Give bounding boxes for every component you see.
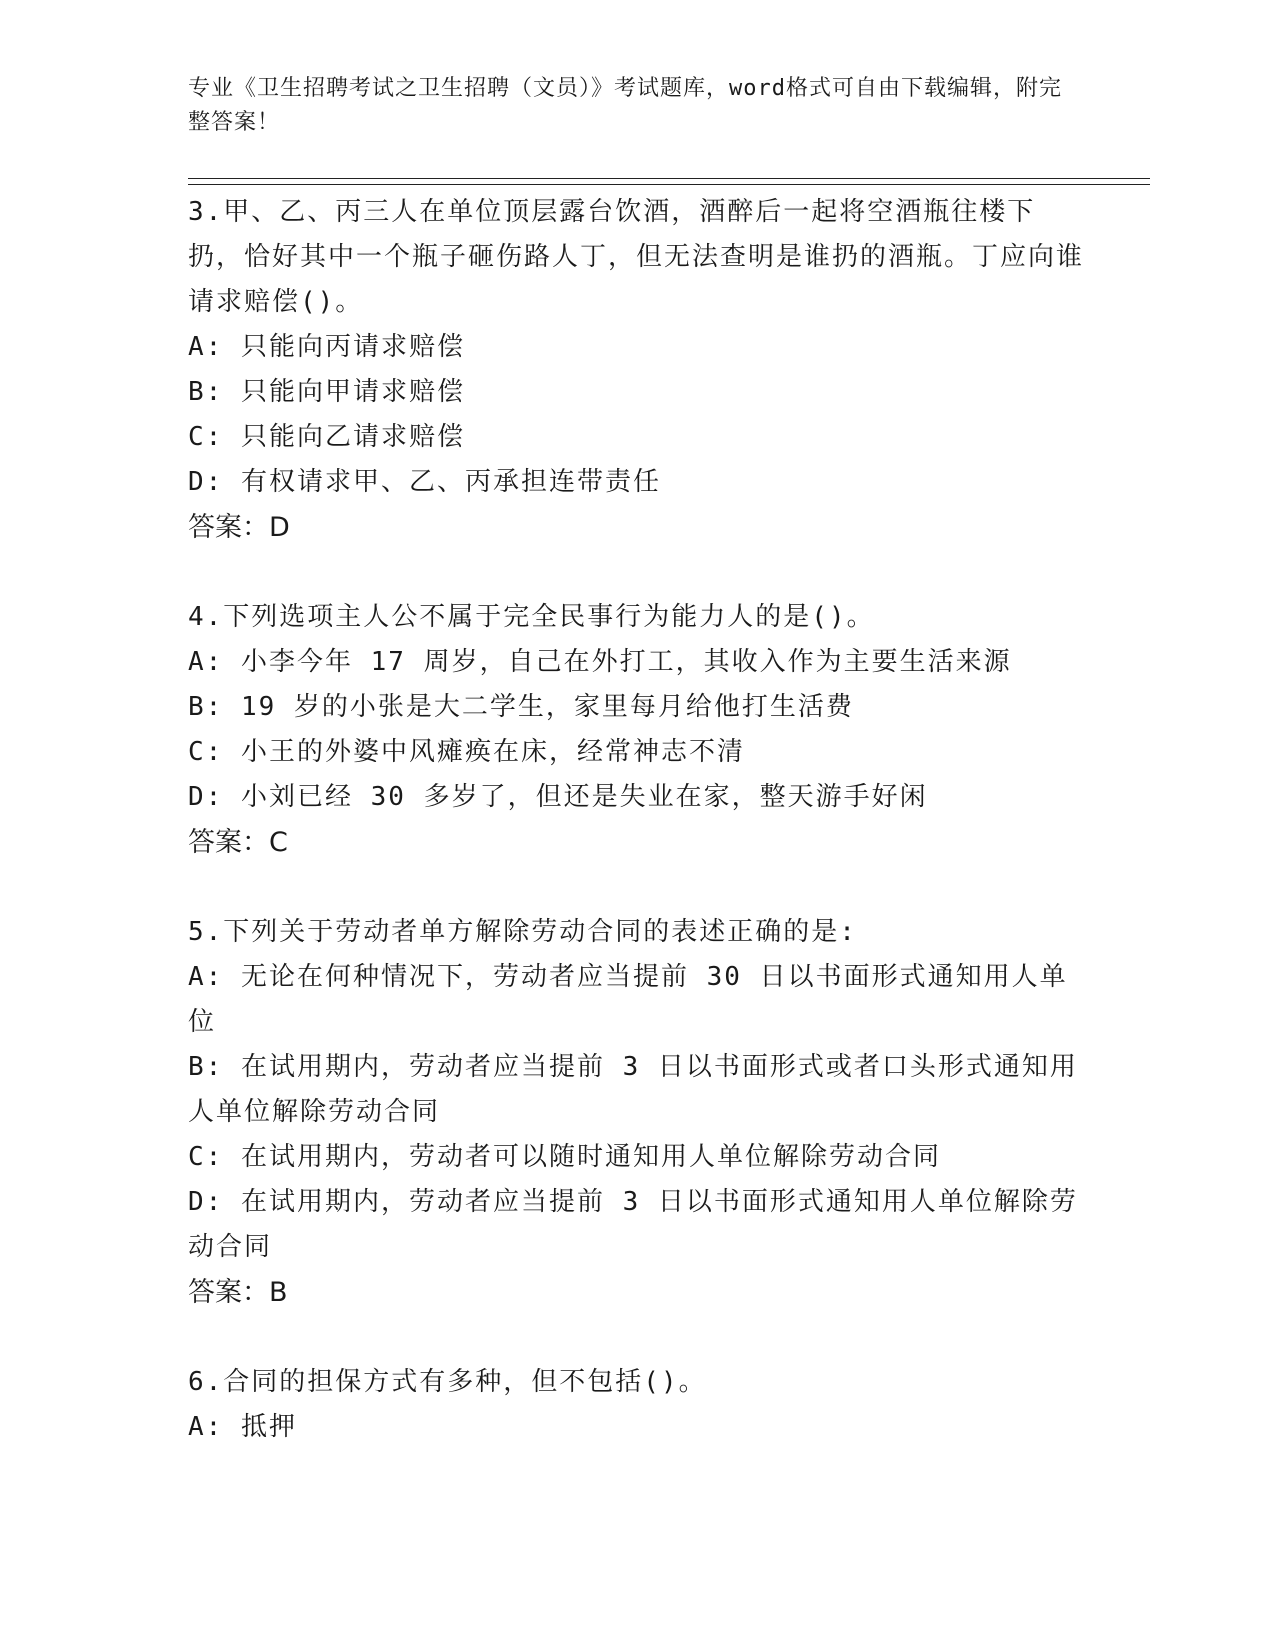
question-3 xyxy=(188,190,1088,550)
option-a: A: 只能向丙请求赔偿 xyxy=(188,332,465,362)
option-c: C: 只能向乙请求赔偿 xyxy=(188,422,465,452)
header-divider-top xyxy=(188,178,1150,179)
question-list xyxy=(188,190,1088,1450)
option-d: D: 小刘已经 30 多岁了，但还是失业在家，整天游手好闲 xyxy=(188,782,928,812)
question-stem: 6.合同的担保方式有多种，但不包括()。 xyxy=(188,1367,707,1397)
question-stem: 3.甲、乙、丙三人在单位顶层露台饮酒，酒醉后一起将空酒瓶往楼下扔，恰好其中一个瓶子砸伤路人丁，但无法查明是谁扔的酒瓶。丁应向谁请求赔偿()。 xyxy=(188,197,1085,317)
document-header xyxy=(188,72,1068,140)
question-spacer xyxy=(188,865,1088,910)
option-d: D: 在试用期内，劳动者应当提前 3 日以书面形式通知用人单位解除劳动合同 xyxy=(188,1187,1078,1262)
option-c: C: 在试用期内，劳动者可以随时通知用人单位解除劳动合同 xyxy=(188,1142,941,1172)
question-spacer xyxy=(188,550,1088,595)
answer-label: 答案：D xyxy=(188,512,290,543)
question-stem: 4.下列选项主人公不属于完全民事行为能力人的是()。 xyxy=(188,602,875,632)
option-b: B: 只能向甲请求赔偿 xyxy=(188,377,465,407)
option-b: B: 在试用期内，劳动者应当提前 3 日以书面形式或者口头形式通知用人单位解除劳动合同 xyxy=(188,1052,1078,1127)
answer-label: 答案：B xyxy=(188,1277,288,1308)
question-6 xyxy=(188,1360,1088,1450)
header-divider-bottom xyxy=(188,184,1150,185)
answer-label: 答案：C xyxy=(188,827,288,858)
option-d: D: 有权请求甲、乙、丙承担连带责任 xyxy=(188,467,661,497)
option-a: A: 小李今年 17 周岁，自己在外打工，其收入作为主要生活来源 xyxy=(188,647,1012,677)
header-text: 专业《卫生招聘考试之卫生招聘（文员）》考试题库，word格式可自由下载编辑，附完整答案！ xyxy=(188,76,1062,135)
question-5 xyxy=(188,910,1088,1315)
question-spacer xyxy=(188,1315,1088,1360)
question-stem: 5.下列关于劳动者单方解除劳动合同的表述正确的是: xyxy=(188,917,857,947)
option-a: A: 无论在何种情况下，劳动者应当提前 30 日以书面形式通知用人单位 xyxy=(188,962,1068,1037)
option-c: C: 小王的外婆中风瘫痪在床，经常神志不清 xyxy=(188,737,745,767)
option-a: A: 抵押 xyxy=(188,1412,297,1442)
question-4 xyxy=(188,595,1088,865)
option-b: B: 19 岁的小张是大二学生，家里每月给他打生活费 xyxy=(188,692,854,722)
